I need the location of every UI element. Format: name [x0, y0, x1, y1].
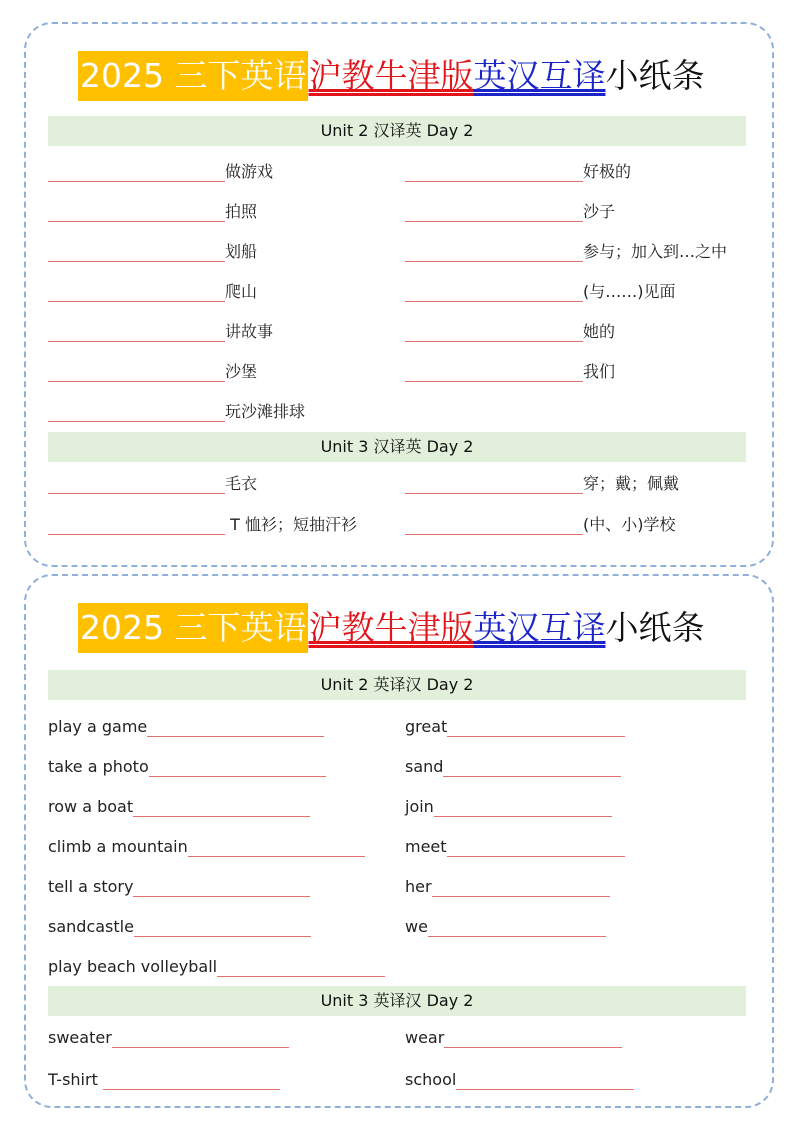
question-row: sand	[405, 757, 621, 777]
answer-blank[interactable]	[432, 879, 610, 897]
answer-blank[interactable]	[405, 204, 583, 222]
title-suffix: 小纸条	[605, 608, 705, 647]
answer-blank[interactable]	[456, 1072, 634, 1090]
title-year-grade: 2025 三下英语	[78, 51, 308, 101]
title-edition: 沪教牛津版	[308, 608, 474, 647]
question-row: play a game	[48, 717, 324, 737]
question-row: (与……)见面	[405, 282, 676, 302]
answer-blank[interactable]	[103, 1072, 280, 1090]
question-row: 好极的	[405, 162, 631, 182]
question-row: 毛衣	[48, 474, 257, 494]
question-row: 爬山	[48, 282, 257, 302]
answer-blank[interactable]	[112, 1030, 289, 1048]
answer-blank[interactable]	[48, 324, 225, 342]
answer-blank[interactable]	[217, 959, 385, 977]
question-row: (中、小)学校	[405, 515, 676, 535]
question-row: 做游戏	[48, 162, 273, 182]
answer-blank[interactable]	[405, 244, 583, 262]
answer-blank[interactable]	[48, 404, 225, 422]
answer-blank[interactable]	[434, 799, 612, 817]
answer-blank[interactable]	[134, 919, 311, 937]
answer-blank[interactable]	[443, 759, 621, 777]
question-row: T 恤衫；短抽汗衫	[48, 515, 357, 535]
question-row: school	[405, 1070, 634, 1090]
bottom-worksheet-card	[24, 574, 774, 1108]
question-row: 沙堡	[48, 362, 257, 382]
question-row: 玩沙滩排球	[48, 402, 305, 422]
question-row: join	[405, 797, 612, 817]
answer-blank[interactable]	[405, 324, 583, 342]
answer-blank[interactable]	[48, 476, 225, 494]
question-row: take a photo	[48, 757, 326, 777]
title-edition: 沪教牛津版	[308, 56, 474, 95]
answer-blank[interactable]	[149, 759, 326, 777]
question-row: 穿；戴；佩戴	[405, 474, 679, 494]
question-row: 我们	[405, 362, 615, 382]
answer-blank[interactable]	[428, 919, 606, 937]
section-header-unit3: Unit 3 英译汉 Day 2	[48, 986, 746, 1016]
question-row: wear	[405, 1028, 622, 1048]
section-header-unit2: Unit 2 英译汉 Day 2	[48, 670, 746, 700]
question-row: 划船	[48, 242, 257, 262]
title-year-grade: 2025 三下英语	[78, 603, 308, 653]
question-row: 她的	[405, 322, 615, 342]
answer-blank[interactable]	[48, 364, 225, 382]
answer-blank[interactable]	[405, 164, 583, 182]
answer-blank[interactable]	[48, 517, 225, 535]
answer-blank[interactable]	[405, 284, 583, 302]
worksheet-title	[78, 51, 704, 101]
answer-blank[interactable]	[48, 244, 225, 262]
title-mode: 英汉互译	[473, 56, 606, 95]
question-row: 沙子	[405, 202, 615, 222]
answer-blank[interactable]	[147, 719, 324, 737]
question-row: climb a mountain	[48, 837, 365, 857]
question-row: 参与；加入到…之中	[405, 242, 727, 262]
question-row: sandcastle	[48, 917, 311, 937]
title-suffix: 小纸条	[605, 56, 705, 95]
title-mode: 英汉互译	[473, 608, 606, 647]
section-header-unit2: Unit 2 汉译英 Day 2	[48, 116, 746, 146]
answer-blank[interactable]	[405, 517, 583, 535]
answer-blank[interactable]	[48, 284, 225, 302]
question-row: great	[405, 717, 625, 737]
answer-blank[interactable]	[188, 839, 365, 857]
answer-blank[interactable]	[133, 879, 310, 897]
worksheet-title	[78, 603, 704, 653]
answer-blank[interactable]	[405, 476, 583, 494]
question-row: T-shirt	[48, 1070, 280, 1090]
question-row: play beach volleyball	[48, 957, 385, 977]
answer-blank[interactable]	[48, 164, 225, 182]
question-row: tell a story	[48, 877, 310, 897]
question-row: meet	[405, 837, 625, 857]
answer-blank[interactable]	[447, 839, 625, 857]
question-row: 讲故事	[48, 322, 273, 342]
question-row: her	[405, 877, 610, 897]
question-row: row a boat	[48, 797, 310, 817]
answer-blank[interactable]	[133, 799, 310, 817]
question-row: we	[405, 917, 606, 937]
answer-blank[interactable]	[48, 204, 225, 222]
answer-blank[interactable]	[444, 1030, 622, 1048]
top-worksheet-card	[24, 22, 774, 567]
answer-blank[interactable]	[405, 364, 583, 382]
question-row: sweater	[48, 1028, 289, 1048]
question-row: 拍照	[48, 202, 257, 222]
answer-blank[interactable]	[447, 719, 625, 737]
section-header-unit3: Unit 3 汉译英 Day 2	[48, 432, 746, 462]
